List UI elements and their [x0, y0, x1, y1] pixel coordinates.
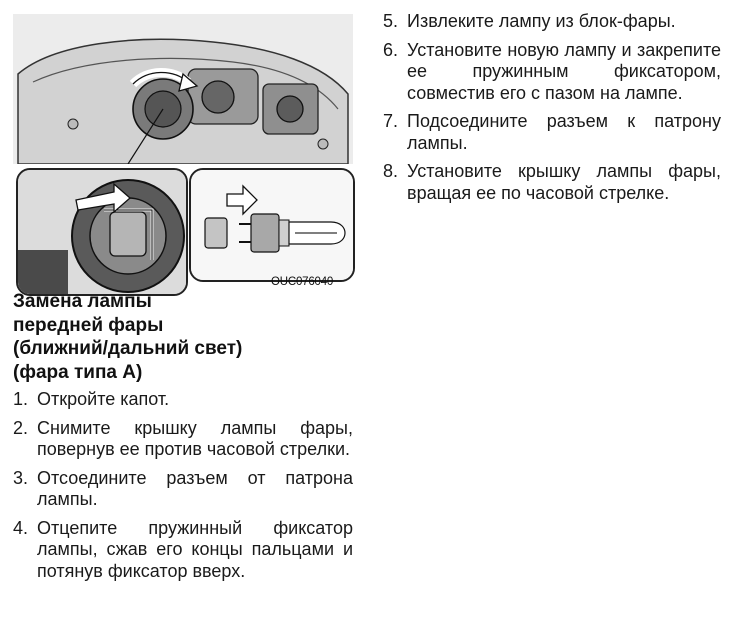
step-text: Подсоедините разъем к патрону лампы.	[407, 111, 721, 153]
step-item	[13, 518, 353, 583]
step-text: Установите новую лампу и закрепите ее пружинным фиксатором, совместив его с пазом на лампе.	[407, 39, 721, 103]
step-item	[13, 468, 353, 511]
steps-list-left	[13, 389, 353, 589]
step-item	[383, 11, 721, 33]
figure-code: OUC076040	[271, 276, 334, 288]
headlamp-illustration	[13, 14, 353, 288]
step-number: 6.	[383, 39, 399, 60]
section-title-line: (ближний/дальний свет)	[13, 338, 243, 359]
step-item	[383, 161, 721, 204]
step-number: 4.	[13, 517, 29, 538]
bulb-removal-svg	[191, 170, 353, 280]
step-number: 2.	[13, 417, 29, 438]
bulb-socket-inset	[16, 168, 188, 296]
section-title-line: передней фары	[13, 314, 164, 336]
step-item	[383, 40, 721, 105]
step-number: 3.	[13, 467, 29, 488]
step-text: Снимите крышку лампы фары, повернув ее против часовой стрелки.	[37, 417, 353, 459]
step-text: Отсоедините разъем от патрона лампы.	[37, 467, 353, 509]
bulb-removal-inset	[189, 168, 355, 282]
section-title	[13, 290, 353, 384]
step-number: 1.	[13, 389, 29, 409]
step-number: 7.	[383, 111, 399, 131]
step-text: Извлеките лампу из блок-фары.	[407, 11, 676, 31]
step-number: 5.	[383, 11, 399, 31]
steps-list-right	[383, 11, 721, 211]
step-text: Отцепите пружинный фиксатор лампы, сжав его концы пальцами и потянув фиксатор вверх.	[37, 517, 353, 581]
step-text: Откройте капот.	[37, 389, 170, 409]
step-text: Установите крышку лампы фары, вращая ее по часовой стрелке.	[407, 161, 721, 203]
headlamp-assembly-svg	[13, 14, 353, 164]
section-title-line: Замена лампы	[13, 291, 152, 312]
bulb-socket-svg	[18, 170, 186, 294]
step-item	[13, 418, 353, 461]
headlamp-assembly-drawing	[13, 14, 353, 164]
step-item	[383, 111, 721, 154]
step-item	[13, 389, 353, 411]
step-number: 8.	[383, 161, 399, 181]
section-title-line: (фара типа A)	[13, 361, 143, 383]
